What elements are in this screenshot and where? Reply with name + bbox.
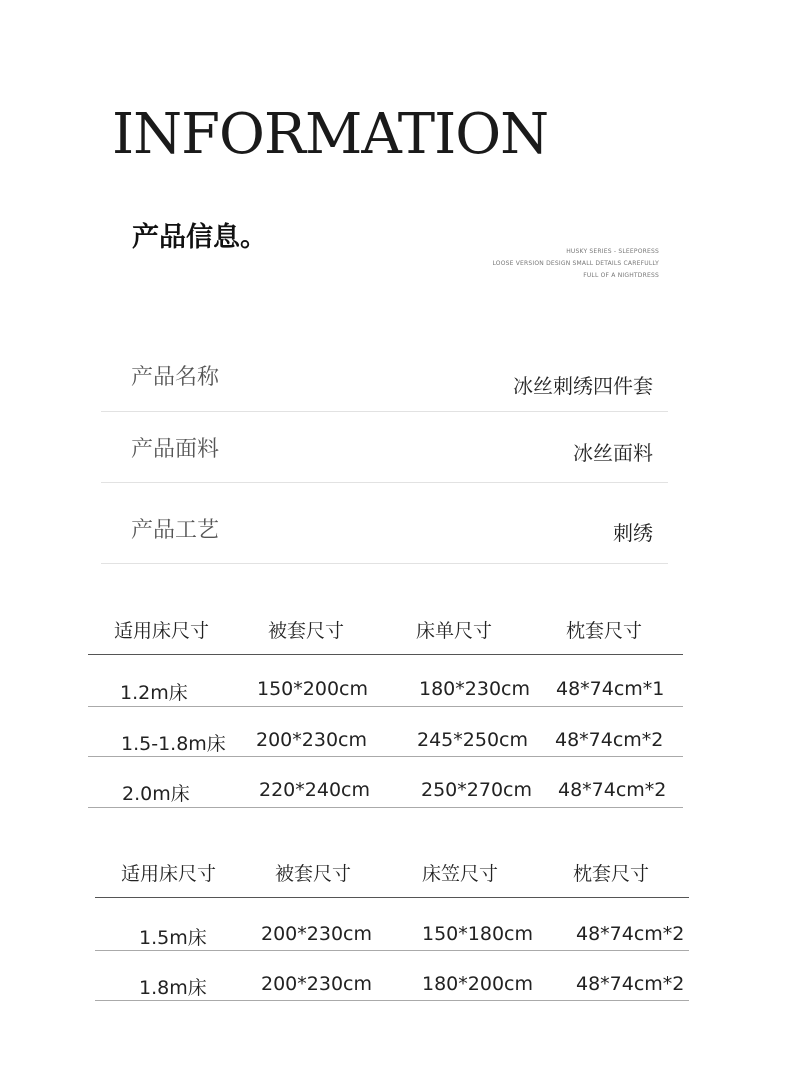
tagline-line: FULL OF A NIGHTDRESS — [583, 272, 659, 279]
table-cell: 48*74cm*2 — [576, 973, 685, 995]
tagline — [492, 246, 659, 282]
size-table-sheet — [88, 602, 683, 808]
table-cell: 250*270cm — [421, 779, 532, 801]
table-cell: 180*230cm — [419, 678, 530, 700]
table-header-cell: 枕套尺寸 — [566, 620, 643, 642]
table-cell: 220*240cm — [259, 779, 370, 801]
table-cell: 1.2m床 — [120, 682, 188, 704]
info-value: 冰丝刺绣四件套 — [513, 374, 653, 398]
tagline-line: HUSKY SERIES - SLEEPORESS — [566, 248, 659, 255]
table-row — [88, 757, 683, 808]
info-label: 产品名称 — [131, 365, 220, 390]
table-cell: 48*74cm*1 — [556, 678, 665, 700]
table-header-cell: 适用床尺寸 — [114, 620, 210, 642]
table-header-cell: 枕套尺寸 — [573, 863, 650, 885]
size-table-fitted — [95, 845, 689, 1001]
info-label: 产品面料 — [131, 437, 220, 462]
table-cell: 200*230cm — [256, 729, 367, 751]
table-cell: 200*230cm — [261, 973, 372, 995]
table-row — [95, 898, 689, 951]
table-cell: 48*74cm*2 — [555, 729, 664, 751]
table-header-row — [88, 602, 683, 655]
table-header-row — [95, 845, 689, 898]
table-row — [88, 655, 683, 707]
table-cell: 48*74cm*2 — [576, 923, 685, 945]
table-cell: 150*180cm — [422, 923, 533, 945]
table-row — [88, 707, 683, 757]
table-header-cell: 被套尺寸 — [268, 620, 345, 642]
table-header-cell: 适用床尺寸 — [121, 863, 217, 885]
info-row-craft — [101, 483, 668, 564]
info-row-fabric — [101, 412, 668, 483]
table-cell: 1.8m床 — [139, 977, 207, 999]
table-cell: 200*230cm — [261, 923, 372, 945]
table-cell: 2.0m床 — [122, 783, 190, 805]
info-label: 产品工艺 — [131, 518, 220, 543]
table-header-cell: 被套尺寸 — [275, 863, 352, 885]
table-cell: 48*74cm*2 — [558, 779, 667, 801]
table-header-cell: 床单尺寸 — [416, 620, 493, 642]
table-row — [95, 951, 689, 1001]
section-subtitle: 产品信息。 — [132, 222, 267, 253]
table-cell: 180*200cm — [422, 973, 533, 995]
table-cell: 150*200cm — [257, 678, 368, 700]
page-title: INFORMATION — [112, 102, 549, 167]
tagline-line: LOOSE VERSION DESIGN SMALL DETAILS CAREFULLY — [492, 260, 659, 267]
table-cell: 245*250cm — [417, 729, 528, 751]
info-value: 刺绣 — [613, 521, 653, 545]
info-row-name — [101, 340, 668, 412]
table-cell: 1.5-1.8m床 — [121, 733, 226, 755]
table-cell: 1.5m床 — [139, 927, 207, 949]
table-header-cell: 床笠尺寸 — [422, 863, 499, 885]
product-info-list — [101, 340, 668, 564]
info-value: 冰丝面料 — [573, 441, 653, 465]
